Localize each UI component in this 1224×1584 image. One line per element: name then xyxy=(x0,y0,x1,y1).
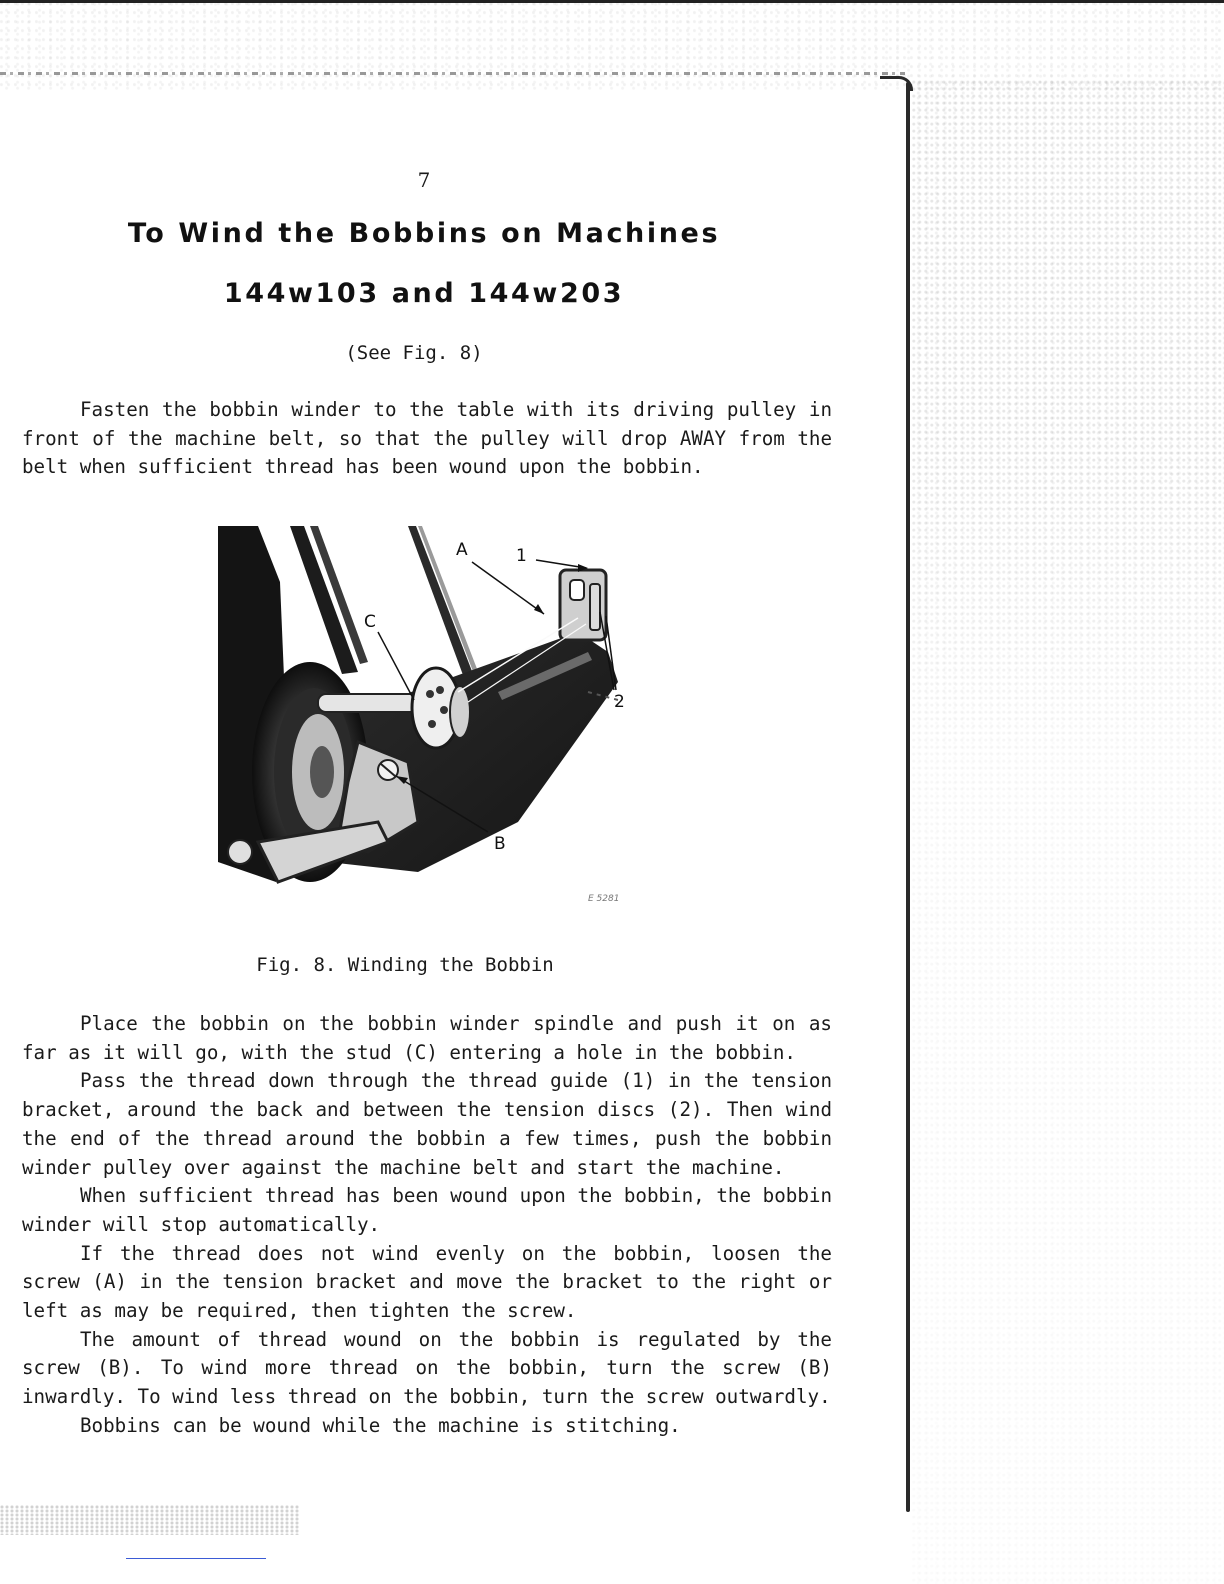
instructions-section xyxy=(22,1010,832,1441)
figure-label-a: A xyxy=(456,540,468,560)
figure-label-b: B xyxy=(494,834,506,854)
instruction-paragraph: The amount of thread wound on the bobbin is regulated by the screw (B). To wind more thread on the bobbin, turn the screw (B) inwardly. To wind less thread on the bobbin, turn the screw outwardly. xyxy=(22,1327,832,1409)
page-title-line-1: To Wind the Bobbins on Machines xyxy=(127,218,721,249)
scan-noise-bottom xyxy=(0,1505,300,1535)
figure-label-tension-discs: 2 xyxy=(614,692,625,712)
instruction-paragraph: Place the bobbin on the bobbin winder spindle and push it on as far as it will go, with the stud (C) entering a hole in the bobbin. xyxy=(22,1012,832,1064)
figure-reference: (See Fig. 8) xyxy=(345,342,483,364)
figure-label-thread-guide: 1 xyxy=(516,546,527,566)
bobbin-winder-illustration xyxy=(218,522,638,912)
bobbin-winder-figure xyxy=(218,522,638,912)
page-title-line-2: 144w103 and 144w203 xyxy=(223,278,625,309)
page-number: 7 xyxy=(417,168,431,192)
scan-edge-line xyxy=(0,72,905,75)
figure-caption: Fig. 8. Winding the Bobbin xyxy=(256,954,554,976)
instruction-paragraph: Bobbins can be wound while the machine is stitching. xyxy=(80,1413,681,1437)
page-edge-line xyxy=(906,82,910,1512)
instruction-paragraph: Pass the thread down through the thread guide (1) in the tension bracket, around the back and between the tension discs (2). Then wind the end of the thread around the bobbin a few times, push the bobbin winder pulley over against the machine belt and start the machine. xyxy=(22,1069,832,1179)
figure-code: E 5281 xyxy=(588,894,620,904)
instruction-paragraph: When sufficient thread has been wound upon the bobbin, the bobbin winder will stop automatically. xyxy=(22,1184,832,1236)
scan-noise-top xyxy=(0,0,1224,90)
instruction-paragraph: If the thread does not wind evenly on the bobbin, loosen the screw (A) in the tension bracket and move the bracket to the right or left as may be required, then tighten the screw. xyxy=(22,1241,832,1323)
scan-noise-right-margin xyxy=(912,80,1224,1584)
bottom-underline-mark xyxy=(126,1558,266,1559)
intro-paragraph: Fasten the bobbin winder to the table with its driving pulley in front of the machine belt, so that the pulley will drop AWAY from the belt when sufficient thread has been wound upon the bobbin. xyxy=(22,398,832,479)
figure-label-c: C xyxy=(364,612,376,632)
